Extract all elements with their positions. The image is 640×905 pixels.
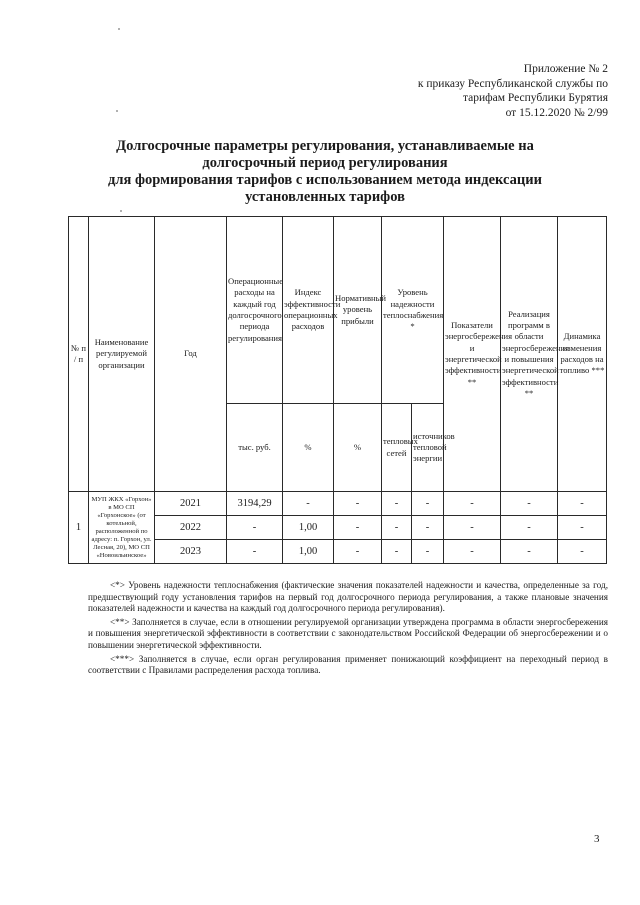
footnote-energy-efficiency: <**> Заполняется в случае, если в отношении регулируемой организации утверждена программа в области энергосбережения и повышения энергетической эффективности в соответствии с законодательством Российской Федерации об энергосбережении и о повышении энергетической эффективности. [88, 616, 608, 650]
fuel-cell: - [558, 540, 607, 564]
scan-speck [116, 110, 118, 112]
networks-cell: - [382, 492, 412, 516]
title-line-1: Долгосрочные параметры регулирования, устанавливаемые на [116, 138, 534, 154]
footnote-fuel: <***> Заполняется в случае, если орган регулирования применяет понижающий коэффициент на переходный период в соответствии с Правилами распределения расхода топлива. [88, 653, 608, 676]
year-cell: 2022 [155, 516, 227, 540]
header-profit: Нормативный уровень прибыли [334, 217, 382, 404]
group-number: 1 [69, 492, 89, 564]
page-number: 3 [594, 833, 600, 845]
energy-efficiency-cell: - [444, 492, 501, 516]
title-line-3: для формирования тарифов с использованием метода индексации [108, 172, 542, 188]
fuel-cell: - [558, 492, 607, 516]
index-cell: 1,00 [283, 516, 334, 540]
year-cell: 2021 [155, 492, 227, 516]
opex-cell: - [227, 516, 283, 540]
profit-cell: - [334, 516, 382, 540]
table-row [69, 492, 607, 516]
header-fuel: Динамика изменения расходов на топливо *** [558, 217, 607, 492]
header-index: Индекс эффективности операционных расходов [283, 217, 334, 404]
footnote-reliability: <*> Уровень надежности теплоснабжения (фактические значения показателей надежности и качества, определенные за год, предшествующий году установления тарифов на первый год долгосрочного периода регулирования, а также плановые значения показателей надежности и качества на каждый год долгосрочного периода регулирования). [88, 580, 608, 614]
index-cell: 1,00 [283, 540, 334, 564]
header-opex: Операционные расходы на каждый год долгосрочного периода регулирования [227, 217, 283, 404]
parameters-table [68, 216, 607, 564]
title-line-4: установленных тарифов [245, 189, 405, 205]
sources-cell: - [412, 516, 444, 540]
subheader-sources: источников тепловой энергии [412, 404, 444, 492]
header-number: № п / п [69, 217, 89, 492]
approval-line-4: от 15.12.2020 № 2/99 [505, 106, 608, 119]
program-cell: - [501, 540, 558, 564]
sources-cell: - [412, 492, 444, 516]
unit-opex: тыс. руб. [227, 404, 283, 492]
networks-cell: - [382, 540, 412, 564]
opex-cell: - [227, 540, 283, 564]
footnotes [88, 580, 608, 679]
approval-line-3: тарифам Республики Бурятия [462, 92, 608, 104]
approval-block [418, 62, 608, 120]
unit-profit: % [334, 404, 382, 492]
organization-name: МУП ЖКХ «Горхон» в МО СП «Горхонское» (от котельной, расположенной по адресу: п. Горхон, ул. Лесная, 20), МО СП «Новоильинское» [89, 492, 155, 564]
header-year: Год [155, 217, 227, 492]
unit-index: % [283, 404, 334, 492]
networks-cell: - [382, 516, 412, 540]
index-cell: - [283, 492, 334, 516]
title-line-2: долгосрочный период регулирования [202, 155, 448, 171]
header-organization: Наименование регулируемой организации [89, 217, 155, 492]
energy-efficiency-cell: - [444, 540, 501, 564]
document-title [80, 138, 570, 206]
approval-line-1: Приложение № 2 [523, 63, 608, 75]
program-cell: - [501, 492, 558, 516]
header-energy-efficiency: Показатели энергосбережения и энергетической эффективности ** [444, 217, 501, 492]
subheader-networks: тепловых сетей [382, 404, 412, 492]
profit-cell: - [334, 492, 382, 516]
energy-efficiency-cell: - [444, 516, 501, 540]
fuel-cell: - [558, 516, 607, 540]
scan-speck [120, 210, 122, 212]
scan-speck [118, 28, 120, 30]
approval-line-2: к приказу Республиканской службы по [417, 77, 608, 90]
profit-cell: - [334, 540, 382, 564]
program-cell: - [501, 516, 558, 540]
year-cell: 2023 [155, 540, 227, 564]
header-reliability: Уровень надежности теплоснабжения * [382, 217, 444, 404]
sources-cell: - [412, 540, 444, 564]
header-program: Реализация программ в области энергосбережения и повышения энергетической эффективности ** [501, 217, 558, 492]
opex-cell: 3194,29 [227, 492, 283, 516]
